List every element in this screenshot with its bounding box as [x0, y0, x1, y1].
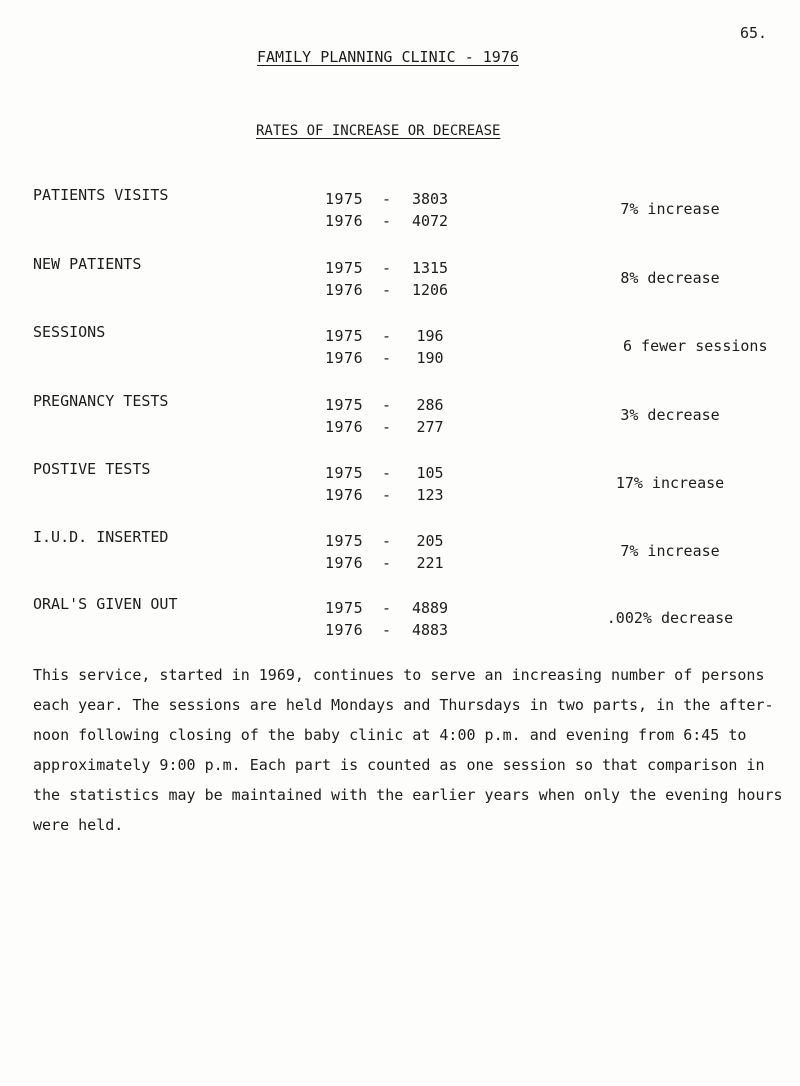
value-1976: 4883 — [411, 621, 449, 639]
stats-row-pregnancy-tests — [0, 392, 800, 452]
year-1976: 1976 — [325, 486, 364, 504]
value-1975: 196 — [416, 327, 444, 345]
change-text: 7% increase — [620, 200, 720, 218]
dash: - — [382, 464, 392, 482]
year-1975: 1975 — [325, 190, 364, 208]
dash: - — [382, 281, 392, 299]
year-1976: 1976 — [325, 349, 364, 367]
stats-row-patients-visits — [0, 186, 800, 246]
year-1976: 1976 — [325, 281, 364, 299]
row-label: SESSIONS — [33, 323, 106, 341]
year-1976: 1976 — [325, 621, 364, 639]
value-1975: 1315 — [411, 259, 449, 277]
dash: - — [382, 554, 392, 572]
dash: - — [382, 327, 392, 345]
value-1975: 3803 — [411, 190, 449, 208]
paragraph-line: the statistics may be maintained with the earlier years when only the evening hours — [33, 786, 783, 804]
year-1976: 1976 — [325, 554, 364, 572]
stats-row-orals-given-out — [0, 595, 800, 655]
paragraph-line: each year. The sessions are held Mondays and Thursdays in two parts, in the after- — [33, 696, 774, 714]
year-1976: 1976 — [325, 212, 364, 230]
dash: - — [382, 349, 392, 367]
dash: - — [382, 418, 392, 436]
value-1976: 221 — [416, 554, 444, 572]
year-1976: 1976 — [325, 418, 364, 436]
change-text: 6 fewer sessions — [623, 337, 768, 355]
dash: - — [382, 621, 392, 639]
change-text: 7% increase — [620, 542, 720, 560]
stats-row-sessions — [0, 323, 800, 383]
row-label: NEW PATIENTS — [33, 255, 142, 273]
year-1975: 1975 — [325, 599, 364, 617]
year-1975: 1975 — [325, 327, 364, 345]
change-text: 8% decrease — [620, 269, 720, 287]
stats-row-new-patients — [0, 255, 800, 315]
dash: - — [382, 190, 392, 208]
row-label: ORAL'S GIVEN OUT — [33, 595, 178, 613]
description-paragraph — [33, 660, 783, 840]
dash: - — [382, 486, 392, 504]
value-1976: 277 — [416, 418, 444, 436]
value-1975: 4889 — [411, 599, 449, 617]
year-1975: 1975 — [325, 396, 364, 414]
value-1976: 1206 — [411, 281, 449, 299]
row-label: POSTIVE TESTS — [33, 460, 151, 478]
page-title: FAMILY PLANNING CLINIC - 1976 — [257, 48, 519, 66]
value-1975: 105 — [416, 464, 444, 482]
value-1976: 123 — [416, 486, 444, 504]
paragraph-line: approximately 9:00 p.m. Each part is counted as one session so that comparison in — [33, 756, 765, 774]
change-text: .002% decrease — [606, 609, 734, 627]
year-1975: 1975 — [325, 464, 364, 482]
dash: - — [382, 532, 392, 550]
change-text: 3% decrease — [620, 406, 720, 424]
change-text: 17% increase — [615, 474, 725, 492]
row-label: PATIENTS VISITS — [33, 186, 169, 204]
dash: - — [382, 212, 392, 230]
page-number: 65. — [740, 24, 768, 42]
value-1976: 4072 — [411, 212, 449, 230]
dash: - — [382, 599, 392, 617]
paragraph-line: noon following closing of the baby clinic at 4:00 p.m. and evening from 6:45 to — [33, 726, 747, 744]
dash: - — [382, 396, 392, 414]
dash: - — [382, 259, 392, 277]
paragraph-line: This service, started in 1969, continues to serve an increasing number of persons — [33, 666, 765, 684]
row-label: I.U.D. INSERTED — [33, 528, 169, 546]
year-1975: 1975 — [325, 532, 364, 550]
year-1975: 1975 — [325, 259, 364, 277]
stats-row-positive-tests — [0, 460, 800, 520]
section-subtitle: RATES OF INCREASE OR DECREASE — [256, 123, 501, 139]
row-label: PREGNANCY TESTS — [33, 392, 169, 410]
value-1975: 286 — [416, 396, 444, 414]
stats-row-iud-inserted — [0, 528, 800, 588]
value-1975: 205 — [416, 532, 444, 550]
paragraph-line: were held. — [33, 816, 124, 834]
value-1976: 190 — [416, 349, 444, 367]
